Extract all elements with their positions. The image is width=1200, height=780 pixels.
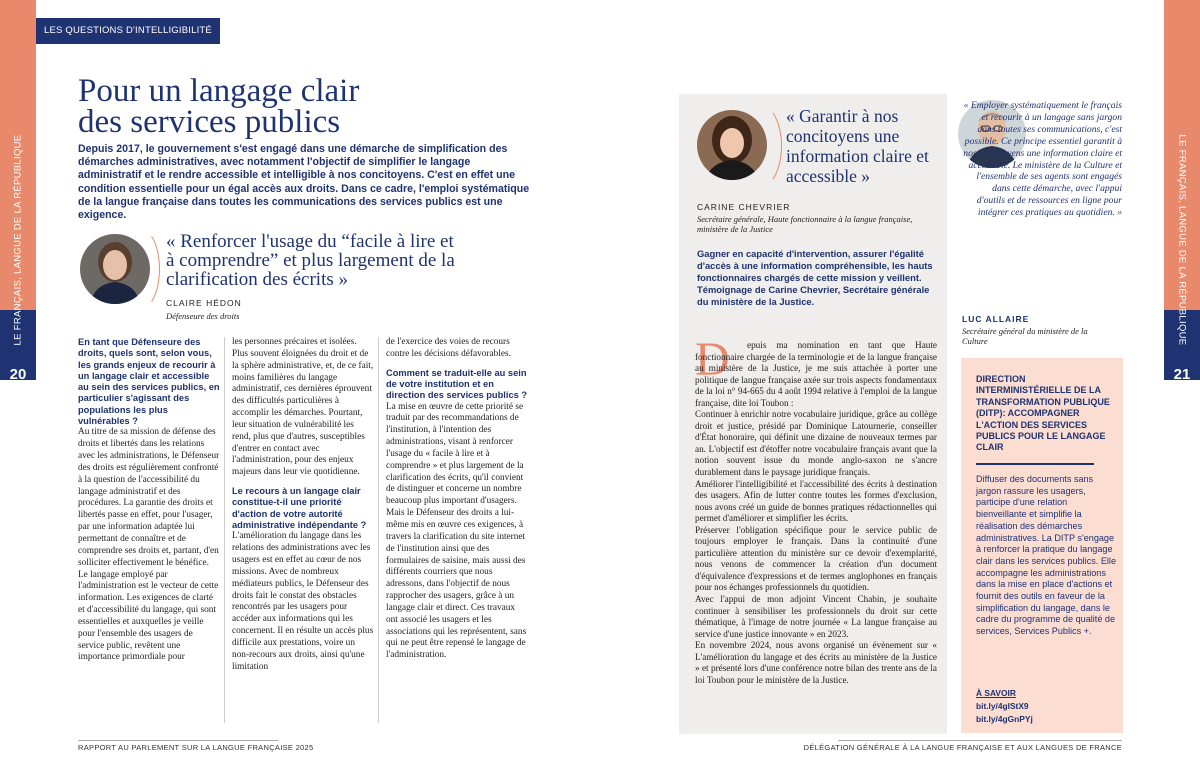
ditp-box-body: Diffuser des documents sans jargon rassure les usagers, participe d'une relation bienveillante et simplifie la réalisation des démarches administratives. La DITP s'engage à renforcer la pratique du langage clair dans les services publics. Elle accompagne les administrations dans la mise en place d'actions et fournit des outils en faveur de la simplification du langage, dans le cadre du programme de qualité de services, Services Publics +. xyxy=(976,474,1116,637)
left-column-3 xyxy=(386,337,528,662)
left-column-1 xyxy=(78,337,220,664)
body-paragraph: Préserver l'obligation spécifique pour le service public de toujours employer le français. Dans la continuité d'une particulière attention du ministère sur ce devoir d'exemplarité, nous venons de commencer la création d'un document d'équivalence d'expressions et de termes anglophones en français pour nos échanges professionnels du quotidien. xyxy=(695,524,937,593)
page-number-left: 20 xyxy=(9,366,27,383)
interview-answer-2: L'amélioration du langage dans les relations des administrations avec les usagers est en effet au cœur de nos missions. Avec de nombreux médiateurs publics, le Défenseur des droits fait le constat des obstacles rencontrés par les usagers pour accéder aux informations qui les concernent. Il en résulte un accès plus difficile aux prestations, voire un non-recours aux droits, ainsi qu'une limitation xyxy=(232,531,374,672)
interview-question-2: Le recours à un langage clair constitue-t-il une priorité d'action de votre autorité administrative indépendante ? xyxy=(232,486,367,531)
body-paragraph: Continuer à enrichir notre vocabulaire juridique, grâce au collège droit et justice, présidé par Dominique Latournerie, conseiller d'État honoraire, qui définit une dizaine de nouveaux termes par an. L'objectif est d'étoffer notre vocabulaire français avant que la notion souvent issue du monde anglo-saxon ne s'ancre durablement dans le paysage juridique français. xyxy=(695,409,937,478)
hedon-role: Défenseure des droits xyxy=(166,311,240,321)
body-paragraph: En novembre 2024, nous avons organisé un évènement sur « L'amélioration du langage et des écrits au ministère de la Justice » et présenté lors d'une conférence notre bilan des trente ans de la loi Toubon pour le ministère de la Justice. xyxy=(695,640,937,685)
title-line-2: des services publics xyxy=(78,104,341,140)
a-savoir-label: À SAVOIR xyxy=(976,688,1016,698)
interview-question-1: En tant que Défenseure des droits, quels sont, selon vous, les grands enjeux de recourir à un langage clair et accessible au sein des services publics, en particulier s'agissant des populations les plus vulnérables ? xyxy=(78,337,220,427)
ditp-link-2[interactable]: bit.ly/4gGnPYj xyxy=(976,714,1033,724)
page-title xyxy=(78,73,498,140)
left-edge-band xyxy=(0,0,36,780)
intro-paragraph: Depuis 2017, le gouvernement s'est engagé dans une démarche de simplification des démarches administratives, avec notamment l'objectif de simplifier le langage administratif et le rendre accessible et intelligible à nos concitoyens. C'est en effet une condition essentielle pour un égal accès aux droits. Dans ce cadre, l'emploi systématique de la langue française dans toutes les communications des services publics est une exigence. xyxy=(78,143,530,222)
title-line-1: Pour un langage clair xyxy=(78,73,360,109)
interview-answer-3: La mise en œuvre de cette priorité se traduit par des recommandations de l'institution, à l'intention des administrations, visant à renforcer l'usage du « facile à lire et à comprendre » et plus largement de la clarification des écrits, qu'il convient de distinguer et concerne un nombre beaucoup plus important d'usagers. Mais le Défenseur des droits a lui-même mis en œuvre ces exigences, à travers la clarification du site internet de l'institution ainsi que des formulaires de saisine, mais aussi des différents courriers que nous adressons, dans l'objectif de nous rapprocher des usagers, grâce à un langage clair et direct. Ces travaux ont associé les usagers et les associations qui les représentent, sans qui ne peut être repensé le langage de l'administration. xyxy=(386,401,527,661)
body-paragraph: epuis ma nomination en tant que Haute fonctionnaire chargée de la terminologie et de la langue française au ministère de la Justice, je me suis attachée à porter une politique de langue française axée sur trois aspects fondamentaux de la loi n° 94-665 du 4 août 1994 relative à l'emploi de la langue française, dite loi Toubon : xyxy=(695,340,937,408)
column-divider xyxy=(378,337,379,723)
section-tag: LES QUESTIONS D'INTELLIGIBILITÉ xyxy=(36,18,220,44)
body-paragraph: Améliorer l'intelligibilité et l'accessibilité des écrits à destination des usagers. Afin de lutter contre toutes les formes d'exclusion, nous avons créé un guide de bonnes pratiques rédactionnelles qui permet d'améliorer et simplifier les écrits. xyxy=(695,478,937,524)
interview-question-3: Comment se traduit-elle au sein de votre institution et en direction des services publics ? xyxy=(386,367,528,401)
chevrier-quote: « Garantir à nos concitoyens une information claire et accessible » xyxy=(786,106,929,186)
hedon-quote-arc xyxy=(120,228,160,310)
footer-left: RAPPORT AU PARLEMENT SUR LA LANGUE FRANÇAISE 2025 xyxy=(78,743,314,752)
body-paragraph: Avec l'appui de mon adjoint Vincent Chabin, je souhaite continuer à sensibiliser les professionnels du droit sur cette thématique, à l'image de notre journée « La langue française au service d'une justice innovante » en 2023. xyxy=(695,594,937,639)
right-vertical-label: LE FRANÇAIS, LANGUE DE LA RÉPUBLIQUE xyxy=(1176,134,1188,346)
footer-rule-left xyxy=(78,740,278,741)
ditp-title-underline xyxy=(976,463,1094,465)
ditp-box-title: DIRECTION INTERMINISTÉRIELLE DE LA TRANSFORMATION PUBLIQUE (DITP): ACCOMPAGNER L'ACTION DES SERVICES PUBLICS POUR LE LANGAGE CLAIR xyxy=(976,374,1110,453)
footer-rule-right xyxy=(838,740,1122,741)
allaire-name: LUC ALLAIRE xyxy=(962,314,1030,324)
footer-right: DÉLÉGATION GÉNÉRALE À LA LANGUE FRANÇAISE ET AUX LANGUES DE FRANCE xyxy=(803,743,1122,752)
allaire-quote xyxy=(962,100,1122,219)
chevrier-body xyxy=(695,333,937,686)
page-number-right: 21 xyxy=(1173,366,1191,383)
chevrier-lead: Gagner en capacité d'intervention, assurer l'égalité d'accès à une information compréhensible, les hauts fonctionnaires chargés de cette mission y veillent. Témoignage de Carine Chevrier, Secrétaire générale du ministère de la Justice. xyxy=(697,248,933,307)
chevrier-quote-arc xyxy=(738,104,782,188)
left-vertical-label: LE FRANÇAIS, LANGUE DE LA RÉPUBLIQUE xyxy=(12,134,24,346)
interview-answer-1: Au titre de sa mission de défense des droits et libertés dans les relations avec les administrations, le Défenseur des droits est régulièrement confronté à la question de l'accessibilité du langage administratif et des procédures. La garantie des droits et libertés passe en effet, pour l'usager, par une information adaptée lui permettant de connaître et de comprendre ses droits et, partant, d'en solliciter effectivement le bénéfice. Le langage employé par l'administration est le vecteur de cette information. Les exigences de clarté et d'accessibilité du langage, qui sont essentielles et auxquelles je veille pour l'ensemble des usagers de service public, revêtent une importance primordiale pour xyxy=(78,427,220,663)
chevrier-role: Secrétaire générale, Haute fonctionnaire à la langue française, ministère de la Justice xyxy=(697,214,913,234)
ditp-link-1[interactable]: bit.ly/4gIStX9 xyxy=(976,701,1029,711)
column-divider xyxy=(224,337,225,723)
right-edge-band xyxy=(1164,0,1200,780)
drop-cap: D xyxy=(695,333,730,386)
chevrier-name: CARINE CHEVRIER xyxy=(697,202,791,212)
interview-answer-1-cont: les personnes précaires et isolées. Plus souvent éloignées du droit et de la sphère administrative, et, de ce fait, moins familières du langage administratif, ces dernières éprouvent des difficultés particulières à accomplir les démarches. Pourtant, leur situation de vulnérabilité les rend, plus que d'autres, susceptibles d'entrer en contact avec l'administration, pour des enjeux majeurs dans leur vie quotidienne. xyxy=(232,337,374,478)
hedon-name: CLAIRE HÉDON xyxy=(166,298,242,308)
left-column-2 xyxy=(232,337,374,673)
hedon-quote: « Renforcer l'usage du “facile à lire et à comprendre” et plus largement de la clarification des écrits » xyxy=(166,231,455,290)
interview-answer-2-cont: de l'exercice des voies de recours contre les décisions défavorables. xyxy=(386,337,511,359)
allaire-quote-text: « Employer systématiquement le français et recourir à un langage sans jargon dans toutes ses communications, c'est possible. Ce principe essentiel garantit à nos concitoyens une information claire et accessible. Le ministère de la Culture et l'ensemble de ses agents sont engagés dans cette démarche, avec l'appui d'outils et de ressources en ligne pour intégrer ces pratiques au quotidien. » xyxy=(963,100,1122,219)
allaire-role: Secrétaire général du ministère de la Culture xyxy=(962,326,1088,346)
